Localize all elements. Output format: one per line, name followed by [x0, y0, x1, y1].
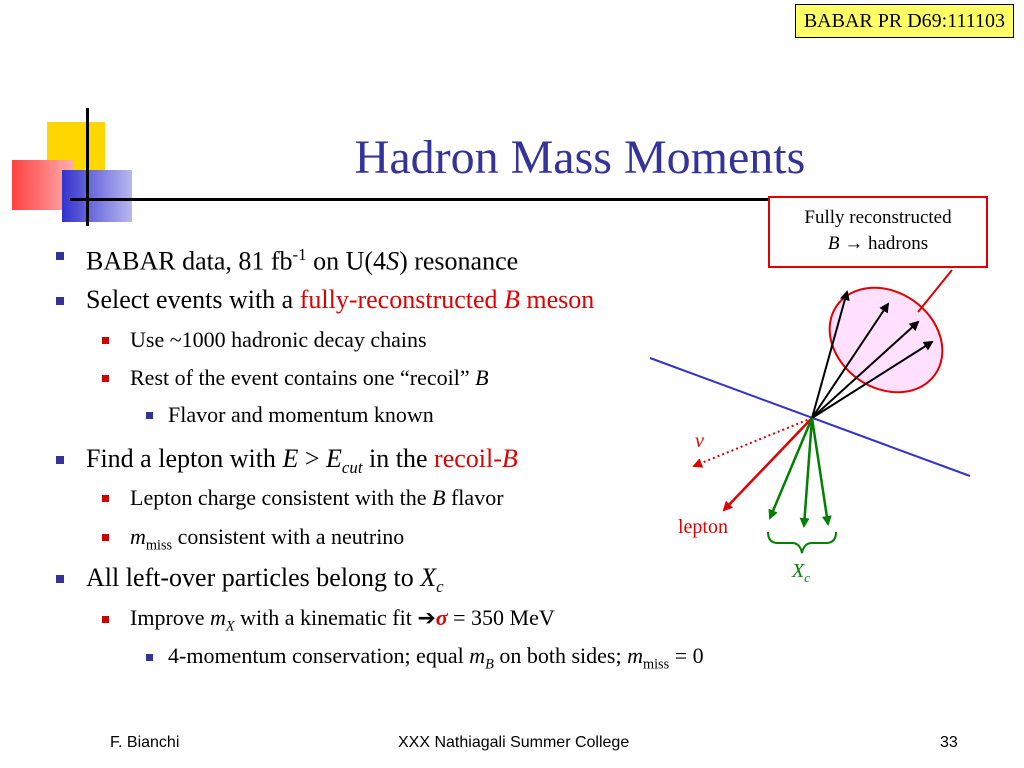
text: on both sides; [493, 643, 628, 668]
text: on U(4 [306, 246, 387, 276]
footer-page-number: 33 [940, 734, 958, 751]
text: m [627, 643, 643, 668]
text: E [282, 444, 299, 473]
text: B [501, 444, 518, 473]
footer-author: F. Bianchi [110, 734, 180, 751]
callout-line1: Fully reconstructed [804, 207, 952, 228]
text: fully-reconstructed [299, 285, 505, 314]
text: X [792, 560, 805, 582]
text: 4-momentum conservation; equal [168, 643, 470, 668]
text: BABAR data, 81 fb [86, 246, 293, 276]
callout-pointer [918, 270, 952, 312]
text: B [827, 233, 840, 254]
text: recoil- [434, 444, 502, 473]
text: Find a lepton with [86, 444, 283, 473]
hadrons-callout [768, 196, 988, 268]
text: σ [435, 605, 448, 630]
lepton-track [724, 418, 812, 510]
text: Improve [130, 605, 211, 630]
text: Select events with a [86, 285, 300, 314]
neutrino-label: ν [695, 430, 704, 452]
text: m [130, 524, 146, 549]
text: m [469, 643, 486, 668]
text: S [386, 246, 400, 276]
lepton-label: lepton [678, 516, 728, 538]
text: X [225, 618, 235, 635]
text: B [485, 656, 494, 673]
text: meson [519, 285, 595, 314]
text: X [420, 563, 437, 592]
subsubbullet-flavor-momentum: Flavor and momentum known [168, 402, 434, 427]
arrow-icon: ➔ [417, 606, 436, 631]
text: = 0 [669, 643, 704, 668]
xc-label [792, 560, 810, 589]
text: consistent with a neutrino [172, 524, 405, 549]
text: flavor [445, 485, 504, 510]
xc-brace [768, 532, 836, 553]
text: c [804, 570, 810, 585]
hadron-ellipse [809, 266, 962, 413]
text: Rest of the event contains one “recoil” [130, 365, 476, 390]
text: -1 [292, 245, 307, 264]
text: = 350 MeV [447, 605, 555, 630]
text: All left-over particles belong to [86, 563, 421, 592]
subbullet-hadronic-chains: Use ~1000 hadronic decay chains [130, 327, 427, 352]
text: in the [362, 444, 435, 473]
slide-title: Hadron Mass Moments [354, 131, 806, 184]
text: ) resonance [399, 246, 519, 276]
text: → [839, 233, 868, 254]
text: with a kinematic fit [234, 605, 418, 630]
text: c [436, 577, 444, 597]
text: cut [341, 458, 363, 478]
text: Lepton charge consistent with the [130, 485, 433, 510]
callout-line2 [770, 231, 986, 257]
text: hadrons [867, 233, 929, 254]
text: > [298, 444, 326, 473]
reference-label: BABAR PR D69:111103 [795, 4, 1014, 38]
text: B [432, 485, 446, 510]
text: m [210, 605, 226, 630]
text: B [475, 365, 489, 390]
text: B [504, 285, 520, 314]
text: E [326, 444, 342, 473]
text: miss [145, 537, 173, 554]
text: miss [642, 656, 670, 673]
xc-track [812, 418, 828, 524]
footer-event: XXX Nathiagali Summer College [398, 734, 630, 751]
